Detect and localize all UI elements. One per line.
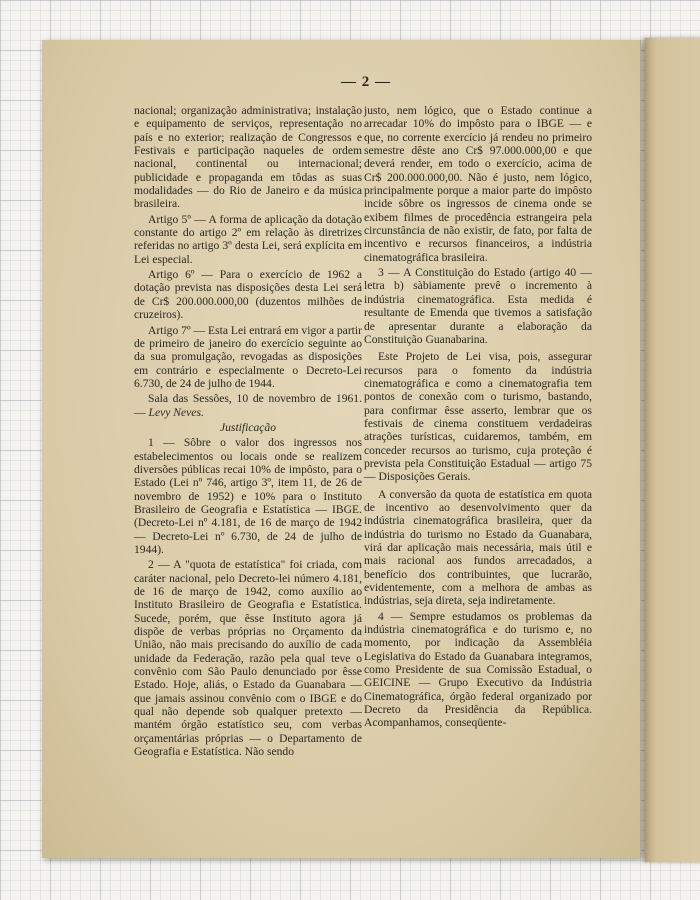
paragraph: Este Projeto de Lei visa, pois, assegurar recursos para o fomento da indústria cinematográfica e como a cinematografia tem pontos de conexão com o turismo, bastando, para confirmar êsse asserto, lembrar que os festivais de cinema constituem verdadeiras atrações turísticas, cuidaremos, também, em conceder recursos ao turismo, cuja proteção é prevista pela Constituição Estadual — artigo 75 — Disposições Gerais.	[364, 350, 592, 484]
justification-item-4: 4 — Sempre estudamos os problemas da indústria cinematográfica e do turismo e, no momento, por indicação da Assembléia Legislativa do Estado da Guanabara integramos, como Presidente de sua Comissão Estadual, o GEICINE — Grupo Executivo da Indústria Cinematográfica, órgão federal organizado por Decreto da Presidência da República. Acompanhamos, conseqüente-	[364, 609, 592, 730]
session-date: Sala das Sessões, 10 de novembro de 1961. —	[134, 392, 362, 419]
paragraph: nacional; organização administrativa; instalação e equipamento de serviços, representação no país e no exterior; realização de Congressos e Festivais e participação naqueles de ordem nacional, continental ou internacional; publicidade e propaganda em tôdas as suas modalidades — do Rio de Janeiro e da música brasileira.	[134, 104, 362, 211]
author-name: Levy Neves.	[148, 405, 204, 419]
left-column	[134, 104, 362, 761]
article-6: Artigo 6º — Para o exercício de 1962 a dotação prevista nas disposições desta Lei será de Cr$ 200.000.000,00 (duzentos milhões de cruzeiros).	[134, 268, 362, 322]
justification-item-3: 3 — A Constituição do Estado (artigo 40 — letra b) sàbiamente prevê o incremento à indústria cinematográfica. Esta medida é resultante de Emenda que tivemos a satisfação de apresentar durante a elaboração da Constituição Guanabarina.	[364, 266, 592, 346]
right-column	[364, 104, 592, 732]
signature-line	[134, 392, 362, 419]
justification-item-2: 2 — A "quota de estatística" foi criada, com caráter nacional, pelo Decreto-lei número 4.181, de 16 de março de 1942, como auxílio ao Instituto Brasileiro de Geografia e Estatística. Sucede, porém, que êsse Instituto agora já dispõe de verbas próprias no Orçamento da União, não mais precisando do auxílio de cada unidade da Federação, razão pela qual teve o convênio com São Paulo denunciado por êsse Estado. Hoje, aliás, o Estado da Guanabara — que jamais assinou convênio com o IBGE e do qual não depende sob qualquer pretexto — mantém órgão estatístico seu, com verbas orçamentárias próprias — o Departamento de Geografia e Estatística. Não sendo	[134, 558, 362, 759]
article-5: Artigo 5º — A forma de aplicação da dotação constante do artigo 2º em relação às diretrizes referidas no artigo 3º desta Lei, será explícita em Lei especial.	[134, 212, 362, 266]
page-number: — 2 —	[341, 74, 391, 90]
paragraph: justo, nem lógico, que o Estado continue a arrecadar 10% do impôsto para o IBGE — e que, no corrente exercício já rendeu no primeiro semestre dêste ano Cr$ 97.000.000,00 e que deverá render, em todo o exercício, acima de Cr$ 200.000.000,00. Não é justo, nem lógico, principalmente porque a maior parte do impôsto incide sôbre os ingressos de cinema onde se exibem filmes de procedência estrangeira pela circunstância de não existir, de fato, por falta de incentivo e recursos financeiros, a indústria cinematográfica brasileira.	[364, 104, 592, 264]
justification-heading: Justificação	[219, 420, 277, 434]
article-7: Artigo 7º — Esta Lei entrará em vigor a partir de primeiro de janeiro do exercício seguinte ao da sua promulgação, revogadas as disposições em contrário e especialmente o Decreto-Lei 6.730, de 24 de julho de 1944.	[134, 323, 362, 390]
justification-item-1: 1 — Sôbre o valor dos ingressos nos estabelecimentos ou locais onde se realizem diversões públicas recai 10% de impôsto, para o Estado (Lei nº 746, artigo 3º, item 11, de 26 de novembro de 1952) e 10% para o Instituto Brasileiro de Geografia e Estatística — IBGE. (Decreto-Lei nº 4.181, de 16 de março de 1942 — Decreto-Lei nº 6.730, de 24 de julho de 1944).	[134, 436, 362, 556]
next-page-edge	[645, 38, 700, 862]
paragraph: A conversão da quota de estatística em quota de incentivo ao desenvolvimento quer da indústria cinematográfica brasileira, quer da indústria do turismo no Estado da Guanabara, virá dar aplicação mais necessária, mais útil e mais racional aos fundos arrecadados, a benefício dos contribuintes, que lucrarão, evidentemente, com a melhora de ambas as indústrias, seja direta, seja indiretamente.	[364, 487, 592, 608]
document-page	[42, 40, 641, 858]
